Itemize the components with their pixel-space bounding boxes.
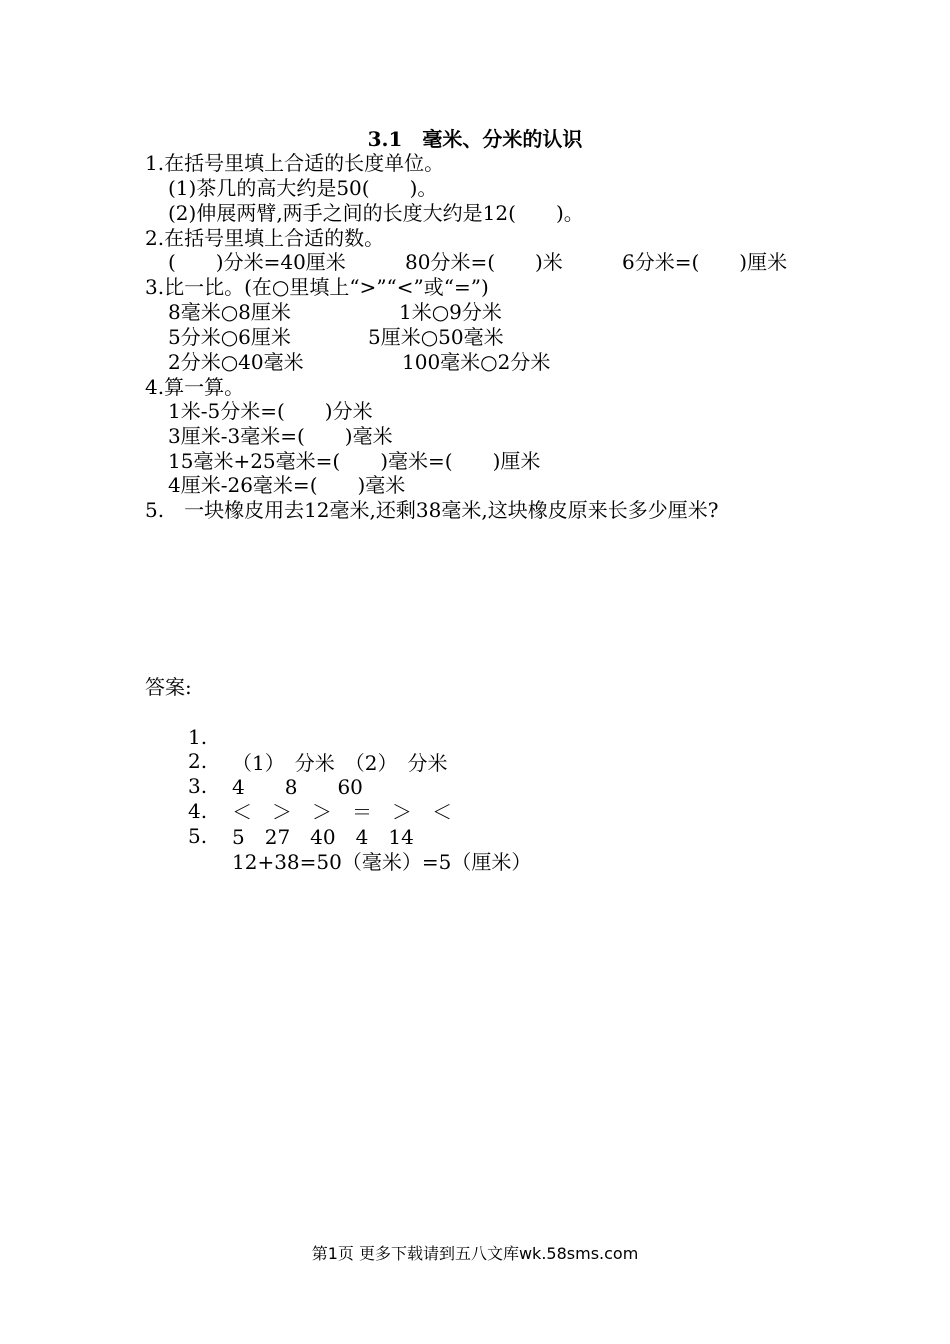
question-2-item-1: ( )分米=40厘米 [168,250,346,274]
answer-3-text: ＜ ＞ ＞ ＝ ＞ ＜ [232,800,452,824]
question-2-heading: 2.在括号里填上合适的数。 [145,226,385,250]
answer-4-text: 5 27 40 4 14 [232,825,414,849]
question-2-item-3: 6分米=( )厘米 [622,250,788,274]
question-4-item-1: 1米-5分米=( )分米 [168,399,373,423]
question-4-heading: 4.算一算。 [145,375,245,399]
answer-1-text: （1） 分米 （2） 分米 [232,751,448,775]
question-3-row-1-right: 1米○9分米 [399,300,502,324]
question-5-heading: 5. 一块橡皮用去12毫米,还剩38毫米,这块橡皮原来长多少厘米? [145,498,719,522]
answer-3-number: 3. [188,774,208,798]
question-3-heading: 3.比一比。(在○里填上“>”“<”或“=”) [145,275,489,299]
answer-5-text: 12+38=50（毫米）=5（厘米） [232,850,532,874]
question-3-row-3-left: 2分米○40毫米 [168,350,304,374]
page-footer: 第1页 更多下载请到五八文库wk.58sms.com [311,1244,639,1263]
question-2-item-2: 80分米=( )米 [405,250,563,274]
answers-label: 答案: [145,675,192,699]
answer-1-number: 1. [188,725,208,749]
question-4-item-2: 3厘米-3毫米=( )毫米 [168,424,393,448]
answer-4-number: 4. [188,799,208,823]
answer-5-number: 5. [188,824,208,848]
answer-2-number: 2. [188,749,208,773]
question-3-row-2-right: 5厘米○50毫米 [368,325,504,349]
question-1-heading: 1.在括号里填上合适的长度单位。 [145,151,445,175]
question-3-row-2-left: 5分米○6厘米 [168,325,291,349]
question-3-row-3-right: 100毫米○2分米 [402,350,551,374]
question-3-row-1-left: 8毫米○8厘米 [168,300,291,324]
question-1-item-1: (1)茶几的高大约是50( )。 [168,176,438,200]
answer-2-text: 4 8 60 [232,775,363,799]
question-1-item-2: (2)伸展两臂,两手之间的长度大约是12( )。 [168,201,584,225]
question-4-item-3: 15毫米+25毫米=( )毫米=( )厘米 [168,449,541,473]
question-4-item-4: 4厘米-26毫米=( )毫米 [168,473,406,497]
page-title: 3.1 毫米、分米的认识 [367,127,583,151]
